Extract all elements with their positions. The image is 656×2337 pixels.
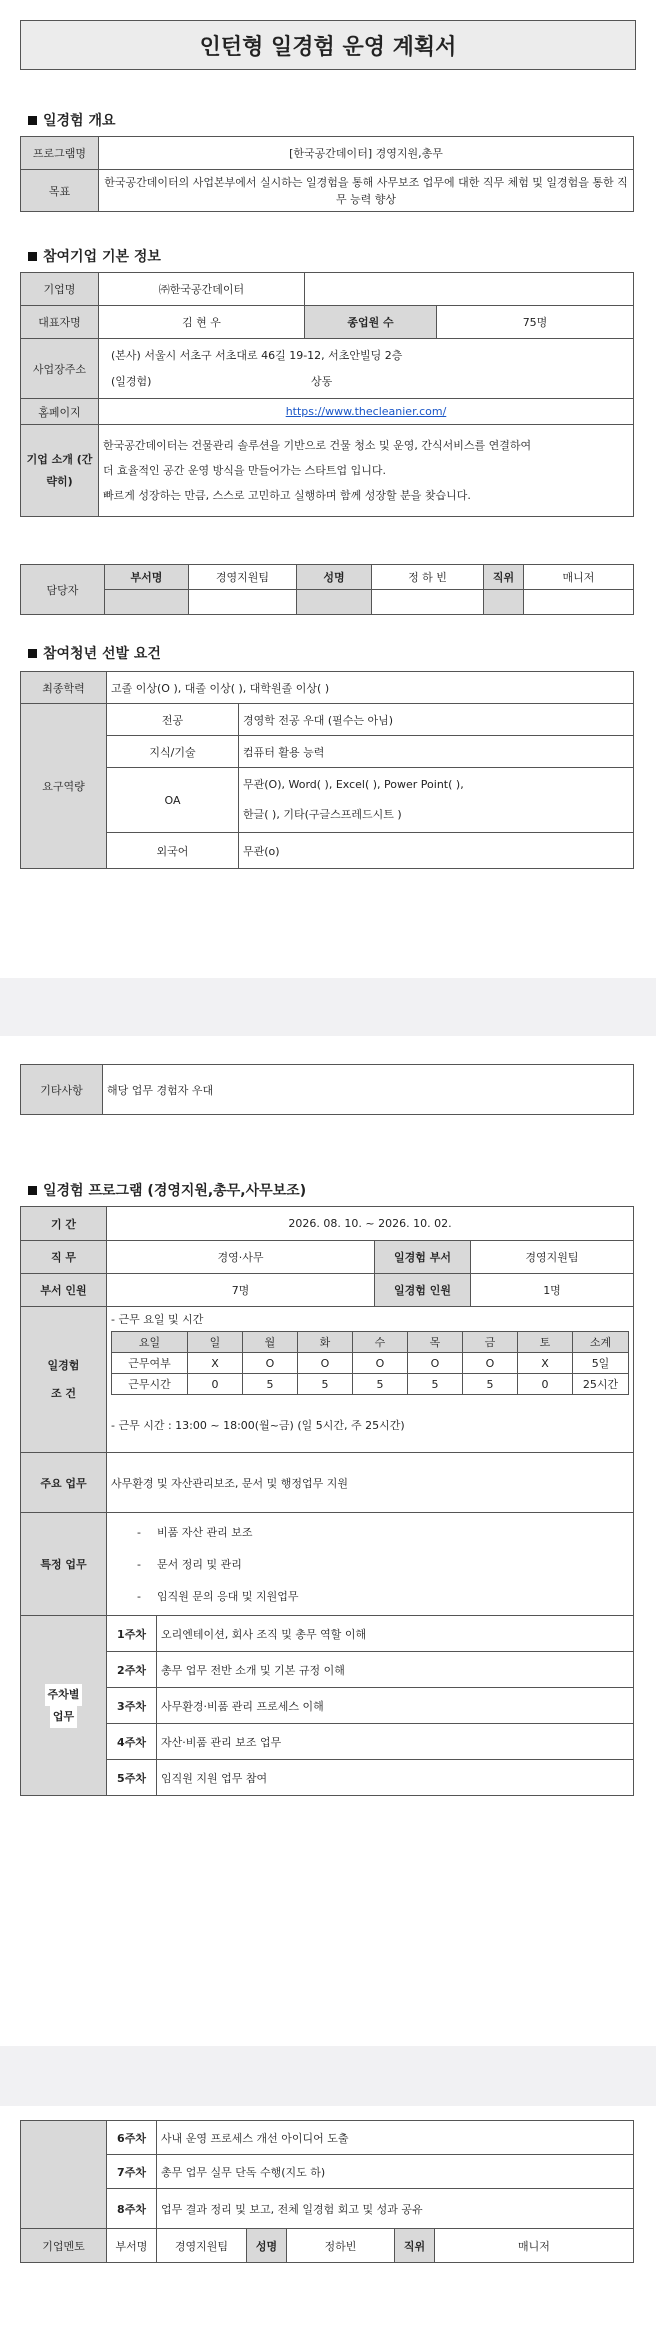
- schedule-h-4: 수: [353, 1332, 408, 1353]
- week-5-task: 임직원 지원 업무 참여: [157, 1760, 634, 1796]
- schedule-r2-8: 25시간: [573, 1374, 629, 1395]
- intern-dept-label: 일경험 부서: [375, 1241, 471, 1274]
- schedule-r2-0: 근무시간: [112, 1374, 188, 1395]
- week-7-label: 7주차: [107, 2155, 157, 2189]
- goal-label: 목표: [21, 170, 99, 212]
- schedule-r1-3: O: [298, 1353, 353, 1374]
- week-3-task: 사무환경·비품 관리 프로세스 이해: [157, 1688, 634, 1724]
- company-name-blank: [305, 273, 634, 306]
- page-2: [0, 1036, 656, 2046]
- section-program-heading: 일경험 프로그램 (경영지원,총무,사무보조): [28, 1180, 306, 1200]
- schedule-r1-4: O: [353, 1353, 408, 1374]
- mentor-label: 기업멘토: [21, 2229, 107, 2263]
- oa-value-2: 한글( ), 기타(구글스프레드시트 ): [243, 808, 402, 821]
- schedule-hours-row: [112, 1374, 629, 1395]
- schedule-h-2: 월: [243, 1332, 298, 1353]
- oa-cell: [239, 768, 634, 833]
- conditions-cell: [107, 1307, 634, 1453]
- page-1: [0, 0, 656, 978]
- week-1-task: 오리엔테이션, 회사 조직 및 총무 역할 이해: [157, 1616, 634, 1652]
- schedule-r2-5: 5: [408, 1374, 463, 1395]
- week-5-label: 5주차: [107, 1760, 157, 1796]
- lang-label: 외국어: [107, 833, 239, 869]
- manager-dept-value: 경영지원팀: [189, 565, 297, 590]
- square-bullet-icon: [28, 1186, 37, 1195]
- week-2-label: 2주차: [107, 1652, 157, 1688]
- edu-value: 고졸 이상(O ), 대졸 이상( ), 대학원졸 이상( ): [107, 672, 634, 704]
- intern-dept-value: 경영지원팀: [471, 1241, 634, 1274]
- ceo-label: 대표자명: [21, 306, 99, 339]
- schedule-r2-4: 5: [353, 1374, 408, 1395]
- special-item-2: - 문서 정리 및 관리: [137, 1558, 242, 1571]
- period-value: 2026. 08. 10. ~ 2026. 10. 02.: [107, 1207, 634, 1241]
- schedule-h-7: 토: [518, 1332, 573, 1353]
- schedule-r2-1: 0: [188, 1374, 243, 1395]
- manager-table: [20, 564, 634, 615]
- mentor-name-value: 정하빈: [287, 2229, 395, 2263]
- overview-table: [20, 136, 634, 212]
- page-gap-2: [0, 2046, 656, 2106]
- week-3-label: 3주차: [107, 1688, 157, 1724]
- manager-blank-5: [484, 590, 524, 615]
- job-label: 직 무: [21, 1241, 107, 1274]
- intro-line-2: 더 효율적인 공간 운영 방식을 만들어가는 스타트업 입니다.: [103, 464, 386, 477]
- section-requirements-heading: 참여청년 선발 요건: [28, 643, 161, 663]
- schedule-r1-0: 근무여부: [112, 1353, 188, 1374]
- program-label: 프로그램명: [21, 137, 99, 170]
- major-label: 전공: [107, 704, 239, 736]
- schedule-r1-1: X: [188, 1353, 243, 1374]
- special-item-3: - 임직원 문의 응대 및 지원업무: [137, 1590, 299, 1603]
- etc-label: 기타사항: [21, 1065, 103, 1115]
- hours-text: - 근무 시간 : 13:00 ~ 18:00(월~금) (일 5시간, 주 25시간): [111, 1419, 405, 1432]
- week-4-label: 4주차: [107, 1724, 157, 1760]
- square-bullet-icon: [28, 649, 37, 658]
- special-item-1: - 비품 자산 관리 보조: [137, 1526, 253, 1539]
- mentor-dept-label: 부서명: [107, 2229, 157, 2263]
- schedule-header-row: [112, 1332, 629, 1353]
- schedule-r1-6: O: [463, 1353, 518, 1374]
- schedule-h-0: 요일: [112, 1332, 188, 1353]
- main-task-value: 사무환경 및 자산관리보조, 문서 및 행정업무 지원: [107, 1453, 634, 1513]
- schedule-h-8: 소계: [573, 1332, 629, 1353]
- page-gap-1: [0, 978, 656, 1036]
- dept-staff-value: 7명: [107, 1274, 375, 1307]
- job-value: 경영·사무: [107, 1241, 375, 1274]
- intro-line-3: 빠르게 성장하는 만큼, 스스로 고민하고 실행하며 함께 성장할 분을 찾습니다.: [103, 489, 471, 502]
- intro-line-1: 한국공간데이터는 건물관리 솔루션을 기반으로 건물 청소 및 운영, 간식서비스를 연결하여: [103, 439, 532, 452]
- manager-blank-6: [524, 590, 634, 615]
- manager-blank-2: [189, 590, 297, 615]
- company-name-label: 기업명: [21, 273, 99, 306]
- schedule-work-row: [112, 1353, 629, 1374]
- intern-count-label: 일경험 인원: [375, 1274, 471, 1307]
- schedule-h-3: 화: [298, 1332, 353, 1353]
- week-2-task: 총무 업무 전반 소개 및 기본 규정 이해: [157, 1652, 634, 1688]
- section-overview-heading: 일경험 개요: [28, 110, 116, 130]
- oa-value-1: 무관(O), Word( ), Excel( ), Power Point( ),: [243, 778, 464, 791]
- intro-label: 기업 소개 (간략히): [21, 425, 99, 517]
- special-task-label: 특정 업무: [21, 1513, 107, 1616]
- schedule-r1-8: 5일: [573, 1353, 629, 1374]
- schedule-r2-7: 0: [518, 1374, 573, 1395]
- manager-name-label: 성명: [297, 565, 372, 590]
- dept-staff-label: 부서 인원: [21, 1274, 107, 1307]
- week-8-label: 8주차: [107, 2189, 157, 2229]
- week-8-task: 업무 결과 정리 및 보고, 전체 일경험 회고 및 성과 공유: [157, 2189, 634, 2229]
- schedule-h-6: 금: [463, 1332, 518, 1353]
- schedule-r2-6: 5: [463, 1374, 518, 1395]
- program-table: [20, 1206, 634, 1796]
- program-continued-table: [20, 2120, 634, 2263]
- mentor-name-label: 성명: [247, 2229, 287, 2263]
- period-label: 기 간: [21, 1207, 107, 1241]
- homepage-label: 홈페이지: [21, 399, 99, 425]
- employees-label: 종업원 수: [305, 306, 437, 339]
- edu-label: 최종학력: [21, 672, 107, 704]
- weekly-continued-label: [21, 2121, 107, 2229]
- schedule-h-1: 일: [188, 1332, 243, 1353]
- schedule-table: [111, 1331, 629, 1395]
- mentor-dept-value: 경영지원팀: [157, 2229, 247, 2263]
- manager-position-label: 직위: [484, 565, 524, 590]
- schedule-title: - 근무 요일 및 시간: [111, 1313, 204, 1326]
- goal-value: 한국공간데이터의 사업본부에서 실시하는 일경험을 통해 사무보조 업무에 대한 직무 체험 및 일경험을 통한 직무 능력 향상: [99, 170, 634, 212]
- homepage-link[interactable]: https://www.thecleanier.com/: [99, 399, 634, 425]
- manager-dept-label: 부서명: [105, 565, 189, 590]
- weekly-label: 주차별 업무: [21, 1616, 107, 1796]
- intro-cell: [99, 425, 634, 517]
- oa-label: OA: [107, 768, 239, 833]
- skill-value: 컴퓨터 활용 능력: [239, 736, 634, 768]
- manager-name-value: 정 하 빈: [372, 565, 484, 590]
- week-6-task: 사내 운영 프로세스 개선 아이디어 도출: [157, 2121, 634, 2155]
- manager-label: 담당자: [21, 565, 105, 615]
- section-company-heading: 참여기업 기본 정보: [28, 246, 161, 266]
- program-value: [한국공간데이터] 경영지원,총무: [99, 137, 634, 170]
- address-label: 사업장주소: [21, 339, 99, 399]
- competency-label: 요구역량: [21, 704, 107, 869]
- special-task-cell: [107, 1513, 634, 1616]
- week-4-task: 자산·비품 관리 보조 업무: [157, 1724, 634, 1760]
- schedule-r1-2: O: [243, 1353, 298, 1374]
- requirements-table: [20, 671, 634, 869]
- main-task-label: 주요 업무: [21, 1453, 107, 1513]
- company-name-value: ㈜한국공간데이터: [99, 273, 305, 306]
- major-value: 경영학 전공 우대 (필수는 아님): [239, 704, 634, 736]
- week-7-task: 총무 업무 실무 단독 수행(지도 하): [157, 2155, 634, 2189]
- schedule-r2-2: 5: [243, 1374, 298, 1395]
- page-3: [0, 2106, 656, 2337]
- week-6-label: 6주차: [107, 2121, 157, 2155]
- square-bullet-icon: [28, 252, 37, 261]
- manager-blank-3: [297, 590, 372, 615]
- etc-value: 해당 업무 경험자 우대: [103, 1065, 634, 1115]
- schedule-r1-7: X: [518, 1353, 573, 1374]
- ceo-value: 김 현 우: [99, 306, 305, 339]
- manager-blank-4: [372, 590, 484, 615]
- schedule-r1-5: O: [408, 1353, 463, 1374]
- employees-value: 75명: [437, 306, 634, 339]
- company-table: [20, 272, 634, 517]
- square-bullet-icon: [28, 116, 37, 125]
- address-cell: [99, 339, 634, 399]
- manager-position-value: 매니저: [524, 565, 634, 590]
- schedule-r2-3: 5: [298, 1374, 353, 1395]
- mentor-position-value: 매니저: [435, 2229, 634, 2263]
- schedule-h-5: 목: [408, 1332, 463, 1353]
- etc-table: [20, 1064, 634, 1115]
- conditions-label: 일경험 조 건: [21, 1307, 107, 1453]
- mentor-position-label: 직위: [395, 2229, 435, 2263]
- address-work-row: (일경험) 상동: [111, 374, 333, 388]
- document-title: 인턴형 일경험 운영 계획서: [20, 20, 636, 70]
- manager-blank-1: [105, 590, 189, 615]
- skill-label: 지식/기술: [107, 736, 239, 768]
- week-1-label: 1주차: [107, 1616, 157, 1652]
- intern-count-value: 1명: [471, 1274, 634, 1307]
- address-hq: (본사) 서울시 서초구 서초대로 46길 19-12, 서초안빌딩 2층: [111, 348, 403, 362]
- lang-value: 무관(o): [239, 833, 634, 869]
